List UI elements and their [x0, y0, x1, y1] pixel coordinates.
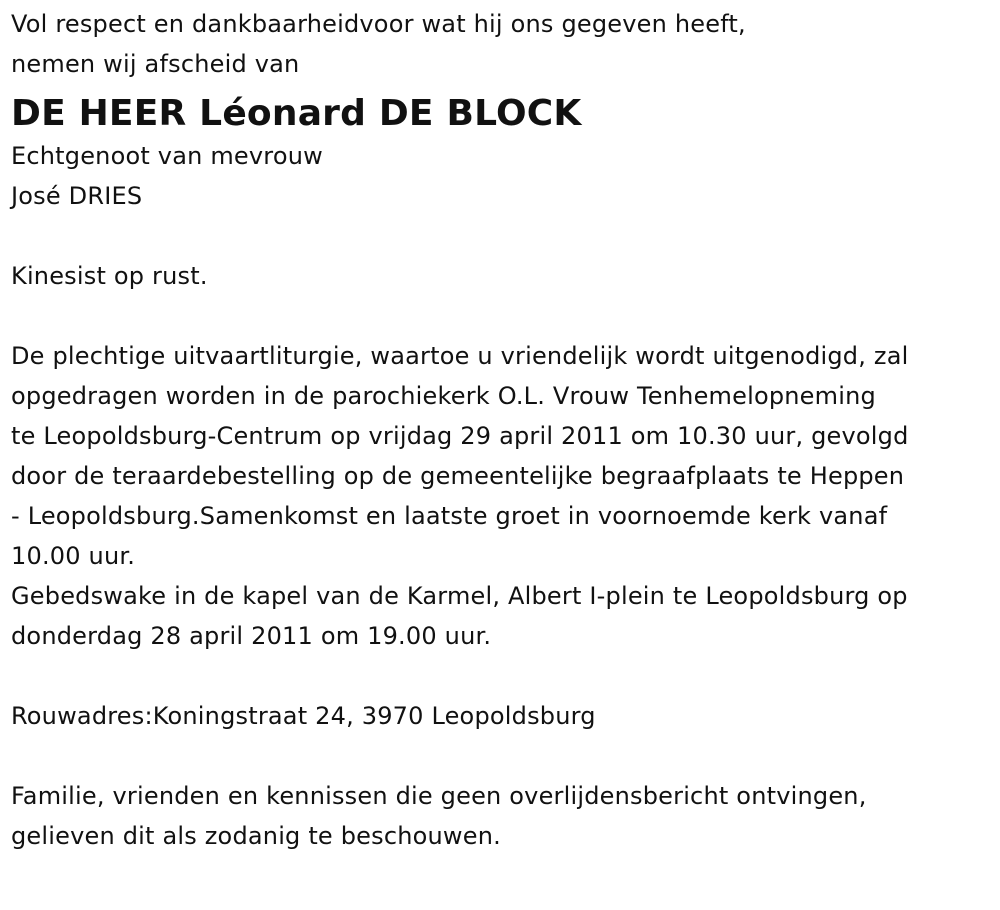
mourning-address: Rouwadres:Koningstraat 24, 3970 Leopoldsburg [11, 702, 596, 730]
vigil-line: donderdag 28 april 2011 om 19.00 uur. [11, 622, 492, 650]
spouse-line-1: Echtgenoot van mevrouw [11, 142, 323, 170]
occupation: Kinesist op rust. [11, 262, 208, 290]
vigil-paragraph [11, 576, 996, 656]
ceremony-line: door de teraardebestelling op de gemeentelijke begraafplaats te Heppen [11, 462, 905, 490]
spouse-line-2: José DRIES [11, 182, 143, 210]
closing-line: gelieven dit als zodanig te beschouwen. [11, 822, 501, 850]
spacer [11, 656, 996, 696]
intro-line-2: nemen wij afscheid van [11, 50, 300, 78]
spacer [11, 216, 996, 256]
ceremony-paragraph [11, 336, 996, 576]
ceremony-line: te Leopoldsburg-Centrum op vrijdag 29 april 2011 om 10.30 uur, gevolgd [11, 422, 909, 450]
spacer [11, 736, 996, 776]
closing-paragraph [11, 776, 996, 856]
ceremony-line: 10.00 uur. [11, 542, 136, 570]
ceremony-line: De plechtige uitvaartliturgie, waartoe u vriendelijk wordt uitgenodigd, zal [11, 342, 909, 370]
spacer [11, 296, 996, 336]
ceremony-line: - Leopoldsburg.Samenkomst en laatste groet in voornoemde kerk vanaf [11, 502, 888, 530]
vigil-line: Gebedswake in de kapel van de Karmel, Albert I-plein te Leopoldsburg op [11, 582, 908, 610]
intro-line-1: Vol respect en dankbaarheidvoor wat hij ons gegeven heeft, [11, 10, 746, 38]
ceremony-line: opgedragen worden in de parochiekerk O.L. Vrouw Tenhemelopneming [11, 382, 876, 410]
deceased-name: DE HEER Léonard DE BLOCK [11, 93, 582, 134]
obituary-notice [11, 4, 996, 856]
closing-line: Familie, vrienden en kennissen die geen overlijdensbericht ontvingen, [11, 782, 867, 810]
